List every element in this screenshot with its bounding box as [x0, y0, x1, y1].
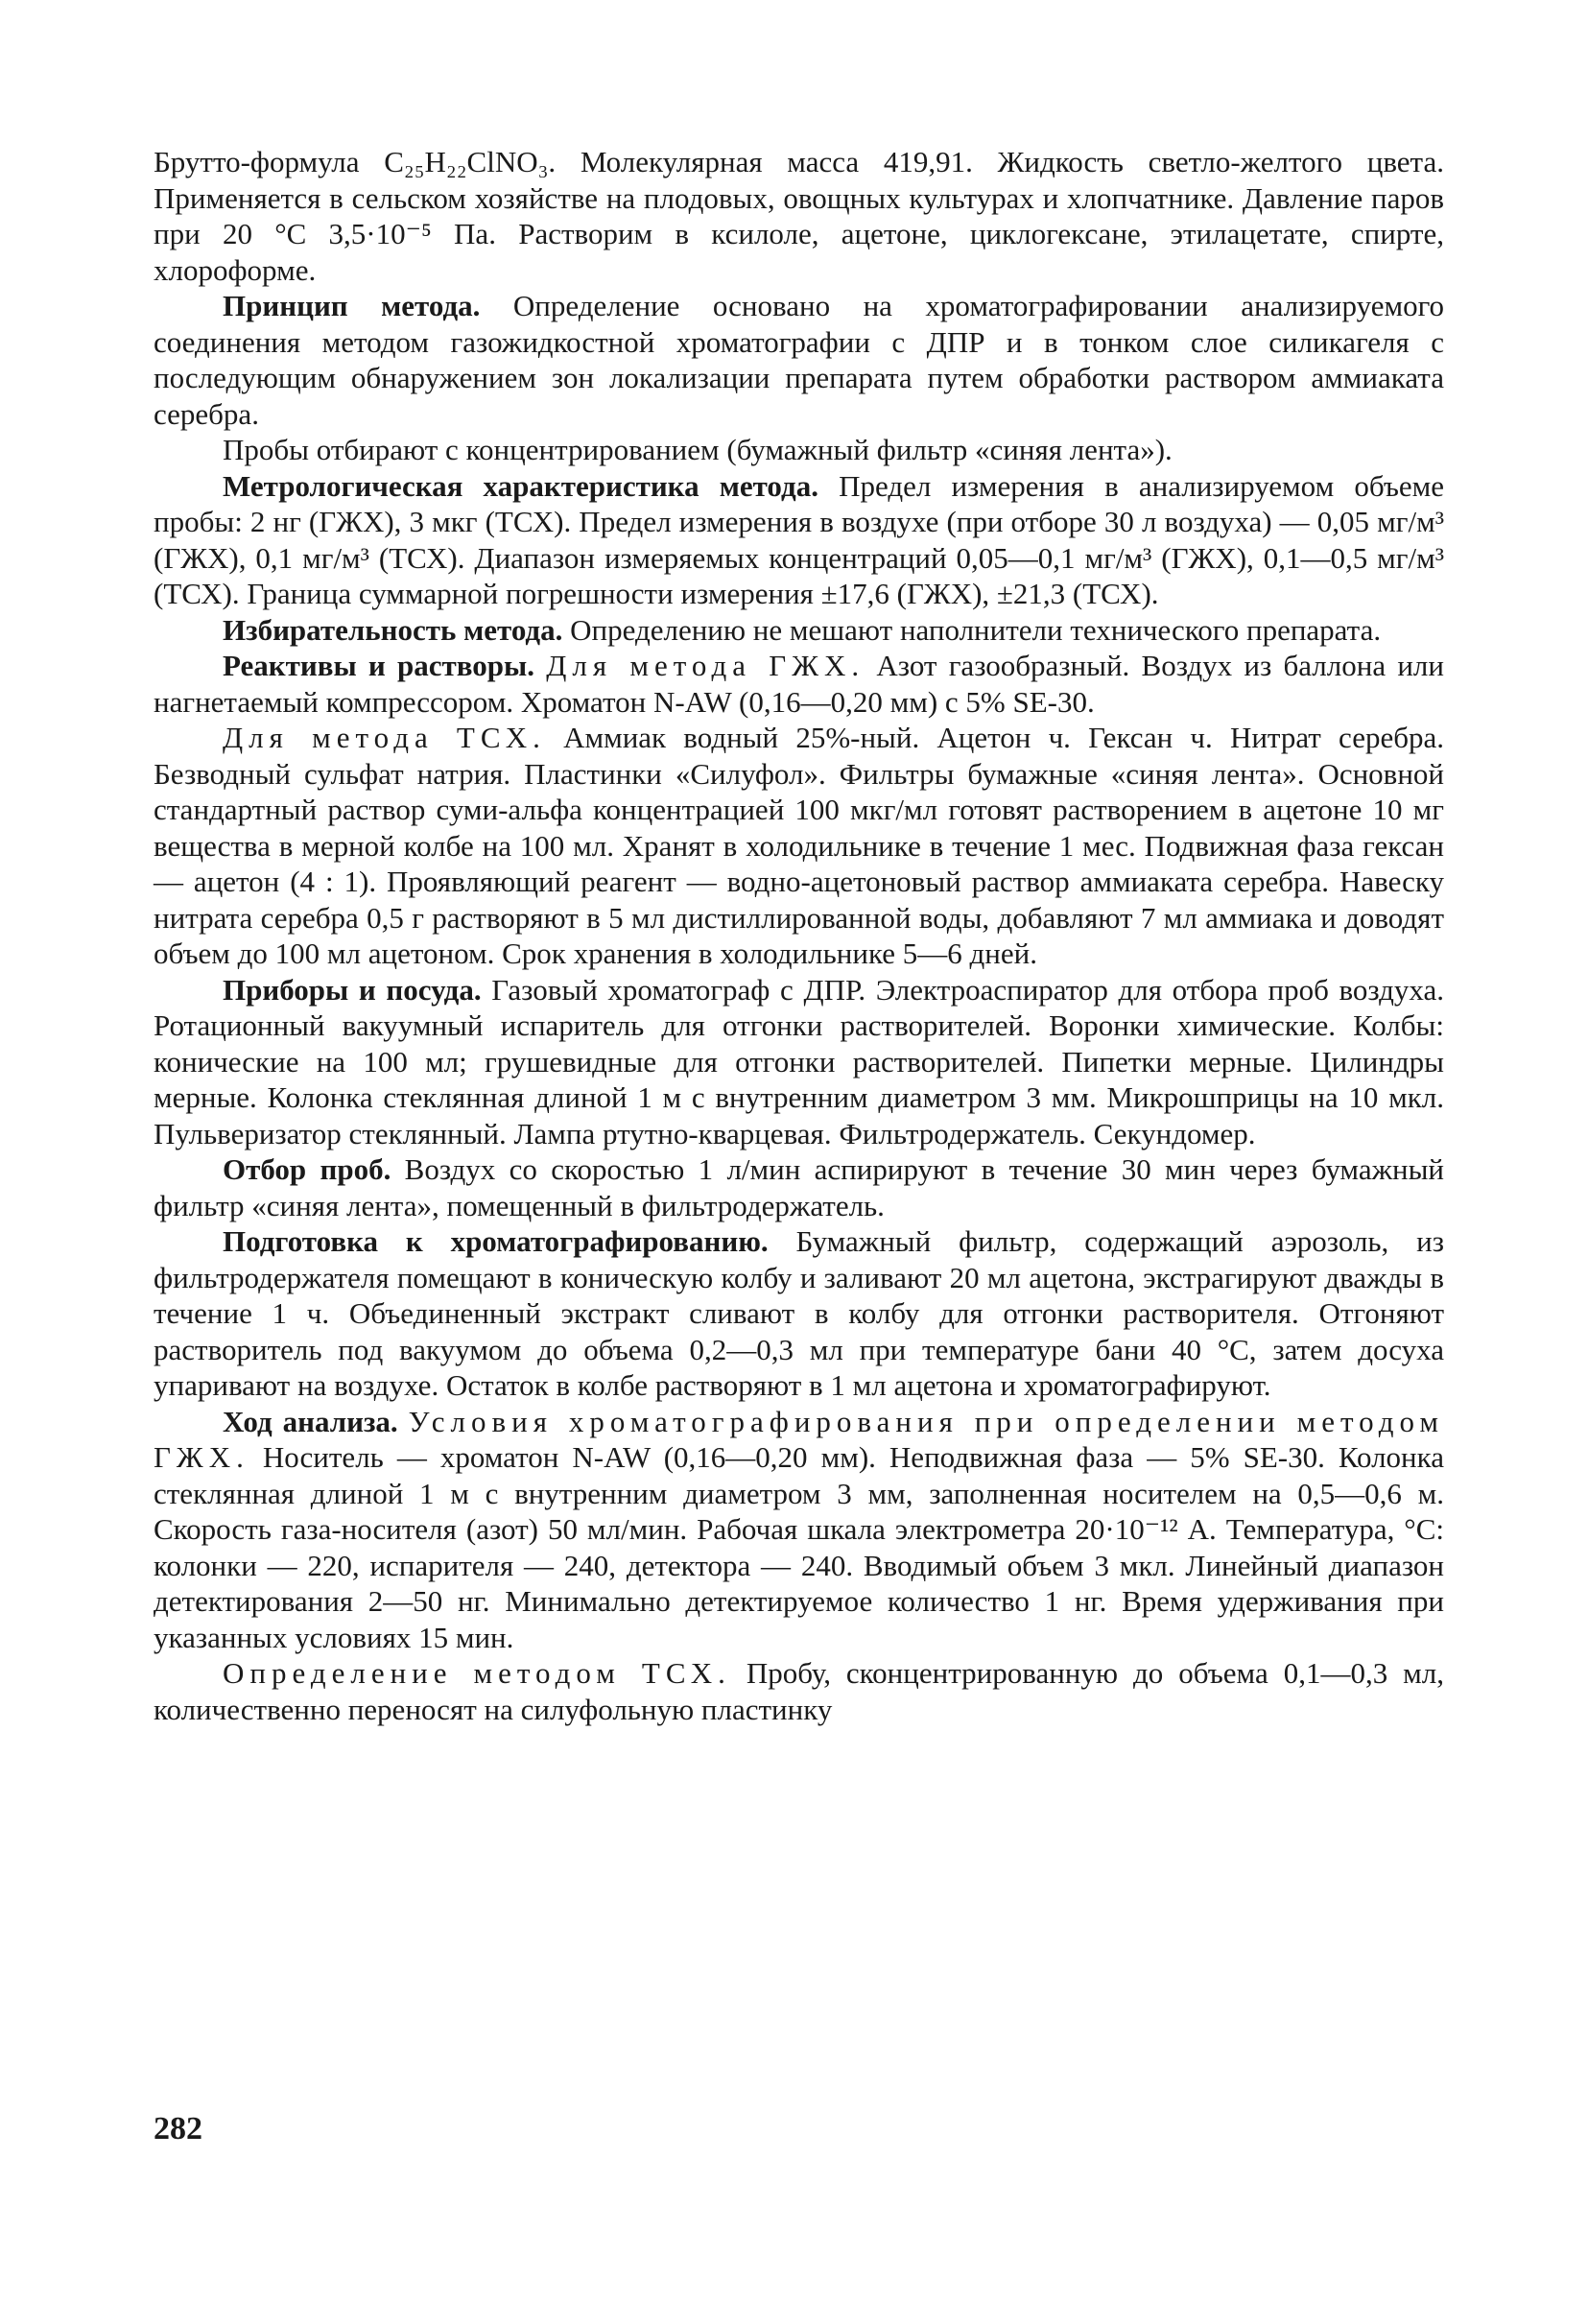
- paragraph-principle: [154, 288, 1444, 432]
- section-heading: Метрологическая характеристика метода.: [223, 468, 818, 503]
- paragraph-sampling: [154, 1151, 1444, 1223]
- paragraph-sampling-note: [154, 432, 1444, 468]
- section-heading: Ход анализа.: [223, 1404, 398, 1438]
- paragraph-text: Воздух со скоростью 1 л/мин аспирируют в течение 30 мин через бумажный фильтр «синяя лента», помещенный в фильтродержатель.: [154, 1152, 1444, 1222]
- section-heading: Подготовка к хроматографированию.: [223, 1224, 769, 1258]
- paragraph-text: Бумажный фильтр, содержащий аэрозоль, из фильтродержателя помещают в коническую колбу и заливают 20 мл ацетона, экстрагируют дважды в течение 1 ч. Объединенный экстракт сливают в колбу для отгонки растворителя. Отгоняют растворитель под вакуумом до объема 0,2—0,3 мл при температуре бани 40 °С, затем досуха упаривают на воздухе. Остаток в колбе растворяют в 1 мл ацетона и хроматографируют.: [154, 1224, 1444, 1402]
- paragraph-text: Определению не мешают наполнители технического препарата.: [570, 612, 1382, 647]
- section-heading: Избирательность метода.: [223, 612, 563, 647]
- section-heading: Реактивы и растворы.: [223, 649, 534, 682]
- paragraph-text: Газовый хроматограф с ДПР. Электроаспиратор для отбора проб воздуха. Ротационный вакуумный испаритель для отгонки растворителей. Воронки химические. Колбы: конические на 100 мл; грушевидные для отгонки растворителей. Пипетки мерные. Цилиндры мерные. Колонка стеклянная длиной 1 м с внутренним диаметром 3 мм. Микрошприцы на 10 мкл. Пульверизатор стеклянный. Лампа ртутно-кварцевая. Фильтродержатель. Секундомер.: [154, 972, 1444, 1150]
- paragraph-text: Пробы отбирают с концентрированием (бумажный фильтр «синяя лента»).: [223, 433, 1173, 466]
- paragraph-text: Азот газообразный. Воздух из баллона или нагнетаемый компрессором. Хроматон N-AW (0,16—0,20 мм) с 5% SE-30.: [154, 649, 1444, 719]
- section-heading: Принцип метода.: [223, 289, 481, 322]
- spaced-subheading: Условия хроматографирования при определении методом ГЖХ.: [154, 1404, 1445, 1474]
- paragraph-analysis: [154, 1404, 1444, 1656]
- page-number: 282: [154, 2111, 202, 2146]
- section-heading: Приборы и посуда.: [223, 972, 482, 1007]
- paragraph-text: Определение основано на хроматографировании анализируемого соединения методом газожидкостной хроматографии с ДПР и в тонком слое силикагеля с последующим обнаружением зон локализации препарата путем обработки раствором аммиаката серебра.: [154, 289, 1445, 431]
- paragraph-formula: [154, 144, 1444, 288]
- spaced-subheading: Определение методом ТСХ.: [223, 1656, 731, 1690]
- section-heading: Отбор проб.: [223, 1152, 391, 1186]
- paragraph-text: Брутто-формула C₂₅H₂₂ClNO₃. Молекулярная масса 419,91. Жидкость светло-желтого цвета. Применяется в сельском хозяйстве на плодовых, овощных культурах и хлопчатнике. Давление паров при 20 °С 3,5·10⁻⁵ Па. Растворим в ксилоле, ацетоне, циклогексане, этилацетате, спирте, хлороформе.: [154, 145, 1444, 287]
- paragraph-reagents: [154, 648, 1444, 720]
- paragraph-metrology: [154, 468, 1444, 612]
- paragraph-text: Предел измерения в анализируемом объеме пробы: 2 нг (ГЖХ), 3 мкг (ТСХ). Предел измерения в воздухе (при отборе 30 л воздуха) — 0,05 мг/м³ (ГЖХ), 0,1 мг/м³ (ТСХ). Диапазон измеряемых концентраций 0,05—0,1 мг/м³ (ГЖХ), 0,1—0,5 мг/м³ (ТСХ). Граница суммарной погрешности измерения ±17,6 (ГЖХ), ±21,3 (ТСХ).: [154, 468, 1445, 610]
- paragraph-selectivity: [154, 612, 1444, 649]
- paragraph-text: Пробу, сконцентрированную до объема 0,1—0,3 мл, количественно переносят на силуфольную пластинку: [154, 1656, 1444, 1726]
- paragraph-text: Аммиак водный 25%-ный. Ацетон ч. Гексан ч. Нитрат серебра. Безводный сульфат натрия. Пластинки «Силуфол». Фильтры бумажные «синяя лента». Основной стандартный раствор суми-альфа концентрацией 100 мкг/мл готовят растворением в ацетоне 10 мг вещества в мерной колбе на 100 мл. Хранят в холодильнике в течение 1 мес. Подвижная фаза гексан — ацетон (4 : 1). Проявляющий реагент — водно-ацетоновый раствор аммиаката серебра. Навеску нитрата серебра 0,5 г растворяют в 5 мл дистиллированной воды, добавляют 7 мл аммиака и доводят объем до 100 мл ацетоном. Срок хранения в холодильнике 5—6 дней.: [154, 721, 1444, 970]
- spaced-subheading: Для метода ТСХ.: [223, 721, 546, 754]
- paragraph-tlc-determination: [154, 1655, 1444, 1727]
- document-body: [154, 144, 1444, 1727]
- paragraph-equipment: [154, 972, 1444, 1152]
- paragraph-text: Носитель — хроматон N-AW (0,16—0,20 мм). Неподвижная фаза — 5% SE-30. Колонка стеклянная длиной 1 м с внутренним диаметром 3 мм, заполненная носителем на 0,5—0,6 м. Скорость газа-носителя (азот) 50 мл/мин. Рабочая шкала электрометра 20·10⁻¹² А. Температура, °С: колонки — 220, испарителя — 240, детектора — 240. Вводимый объем 3 мкл. Линейный диапазон детектирования 2—50 нг. Минимально детектируемое количество 1 нг. Время удерживания при указанных условиях 15 мин.: [154, 1440, 1445, 1654]
- paragraph-preparation: [154, 1223, 1444, 1404]
- paragraph-tlc-reagents: [154, 720, 1444, 972]
- spaced-subheading: Для метода ГЖХ.: [546, 649, 865, 682]
